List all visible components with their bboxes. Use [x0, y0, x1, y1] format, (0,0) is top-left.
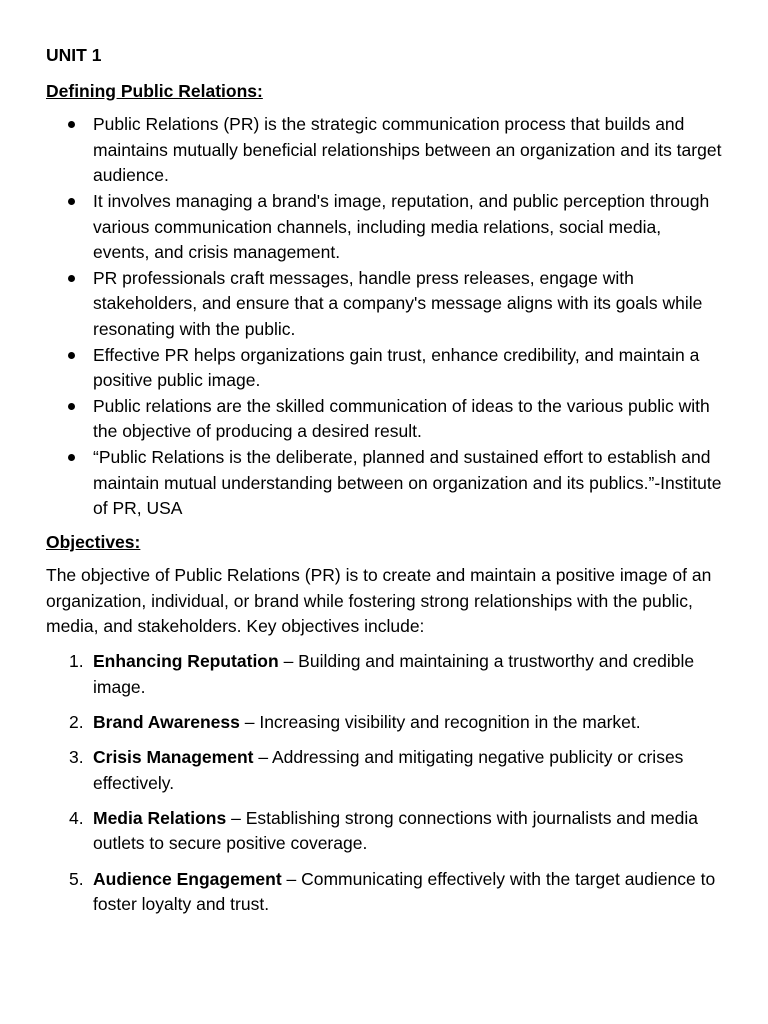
bullet-item [46, 266, 722, 343]
defining-bullet-list [46, 112, 722, 522]
bullet-text: Public Relations (PR) is the strategic communication process that builds and maintains mutually beneficial relationships between an organization and its target audience. [93, 114, 722, 186]
bullet-text: Effective PR helps organizations gain trust, enhance credibility, and maintain a positive public image. [93, 344, 700, 391]
objective-description: – Increasing visibility and recognition in the market. [239, 711, 641, 732]
bullet-text: It involves managing a brand's image, reputation, and public perception through various communication channels, including media relations, social media, events, and crisis management. [93, 190, 710, 263]
objective-number: 4. [69, 807, 84, 828]
objective-description: – Building and maintaining a trustworthy and credible image. [93, 651, 695, 697]
bullet-icon [68, 352, 75, 359]
bullet-text: “Public Relations is the deliberate, planned and sustained effort to establish and maintain mutual understanding between on organization and its publics.”-Institute of PR, USA [93, 446, 722, 519]
objectives-heading: Objectives: [46, 531, 141, 552]
objective-description: – Addressing and mitigating negative publicity or crises effectively. [93, 747, 684, 793]
objectives-list [46, 649, 722, 918]
objective-description: – Communicating effectively with the target audience to foster loyalty and trust. [93, 868, 716, 915]
objective-number: 5. [69, 868, 84, 889]
bullet-icon [68, 121, 75, 128]
bullet-item [46, 189, 722, 266]
unit-title: UNIT 1 [46, 45, 102, 65]
bullet-item [46, 112, 722, 189]
bullet-text: PR professionals craft messages, handle press releases, engage with stakeholders, and ensure that a company's message aligns with its goals while resonating with the public. [93, 267, 703, 339]
bullet-icon [68, 198, 75, 205]
objective-term: Media Relations [93, 807, 227, 828]
objective-description: – Establishing strong connections with journalists and media outlets to secure positive coverage. [93, 807, 699, 854]
objective-number: 1. [69, 651, 84, 672]
objective-item [46, 806, 722, 857]
bullet-icon [68, 403, 75, 410]
objective-term: Brand Awareness [93, 711, 240, 732]
objective-term: Crisis Management [93, 747, 254, 768]
objective-term: Enhancing Reputation [93, 651, 279, 672]
objective-number: 3. [69, 747, 84, 768]
objectives-intro: The objective of Public Relations (PR) is to create and maintain a positive image of an organization, individual, or brand while fostering strong relationships with the public, media, and stakeholders. Key objectives include: [46, 565, 712, 637]
objective-item [46, 649, 722, 700]
objective-item [46, 867, 722, 918]
bullet-text: Public relations are the skilled communication of ideas to the various public with the objective of producing a desired result. [93, 395, 710, 442]
bullet-item [46, 445, 722, 522]
objective-item [46, 745, 722, 796]
bullet-item [46, 343, 722, 394]
bullet-icon [68, 454, 75, 461]
defining-heading: Defining Public Relations: [46, 80, 263, 101]
bullet-item [46, 394, 722, 445]
bullet-icon [68, 275, 75, 282]
objective-term: Audience Engagement [93, 868, 282, 889]
objective-number: 2. [69, 711, 84, 732]
objective-item [46, 710, 722, 736]
